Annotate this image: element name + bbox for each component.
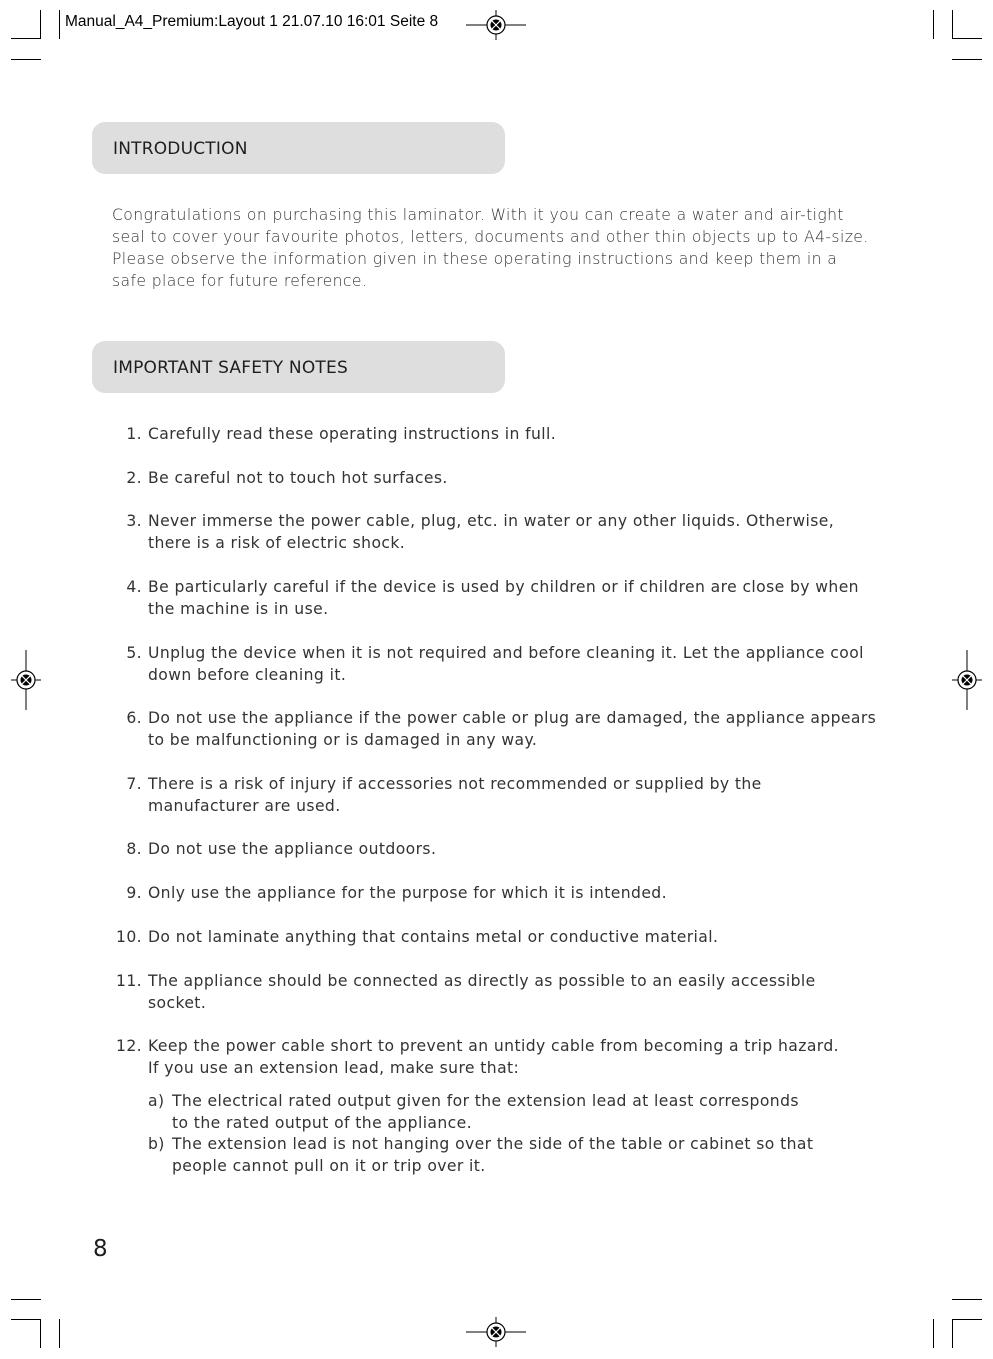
list-item-line: There is a risk of injury if accessories not recommended or supplied by the (148, 775, 762, 793)
list-item-number: 3. (126, 512, 142, 530)
crop-mark (933, 1319, 934, 1348)
sub-list-line: people cannot pull on it or trip over it. (172, 1157, 486, 1175)
registration-mark-icon (466, 10, 526, 40)
print-slug: Manual_A4_Premium:Layout 1 21.07.10 16:01 Seite 8 (65, 13, 439, 30)
introduction-line: Congratulations on purchasing this laminator. With it you can create a water and air-tight (112, 206, 844, 224)
introduction-heading-bar (92, 122, 505, 174)
introduction-body (112, 204, 882, 292)
sub-list-line: to the rated output of the appliance. (172, 1114, 472, 1132)
introduction-line: Please observe the information given in these operating instructions and keep them in a (112, 250, 838, 268)
crop-mark (40, 10, 41, 39)
list-item-line: Keep the power cable short to prevent an untidy cable from becoming a trip hazard. (148, 1037, 839, 1055)
list-item-line: If you use an extension lead, make sure that: (148, 1059, 520, 1077)
list-item-number: 1. (126, 425, 142, 443)
crop-mark (933, 10, 934, 39)
list-item-line: manufacturer are used. (148, 797, 341, 815)
crop-mark (40, 1319, 41, 1348)
list-item-line: there is a risk of electric shock. (148, 534, 406, 552)
list-item-line: Be careful not to touch hot surfaces. (148, 469, 448, 487)
crop-mark (59, 10, 60, 39)
list-item-number: 9. (126, 884, 142, 902)
list-item-number: 5. (126, 644, 142, 662)
list-item-number: 2. (126, 469, 142, 487)
registration-mark-icon (11, 650, 41, 710)
introduction-line: seal to cover your favourite photos, letters, documents and other thin objects up to A4-size. (112, 228, 869, 246)
list-item-line: Carefully read these operating instructions in full. (148, 425, 557, 443)
crop-mark (952, 10, 953, 39)
list-item-number: 7. (126, 775, 142, 793)
crop-mark (59, 1319, 60, 1348)
crop-mark (11, 1319, 41, 1320)
crop-mark (952, 1319, 953, 1348)
list-item-number: 10. (116, 928, 142, 946)
list-item-line: The appliance should be connected as directly as possible to an easily accessible (148, 972, 816, 990)
introduction-line: safe place for future reference. (112, 272, 368, 290)
crop-mark (952, 1319, 982, 1320)
list-item-number: 11. (116, 972, 142, 990)
sub-list-line: The electrical rated output given for the extension lead at least corresponds (172, 1092, 799, 1110)
list-item-line: Do not use the appliance if the power cable or plug are damaged, the appliance appears (148, 709, 877, 727)
sub-list-label: b) (148, 1135, 165, 1153)
crop-mark (952, 38, 982, 39)
crop-mark (11, 38, 41, 39)
list-item-line: to be malfunctioning or is damaged in any way. (148, 731, 538, 749)
list-item-line: Never immerse the power cable, plug, etc. in water or any other liquids. Otherwise, (148, 512, 835, 530)
list-item-number: 6. (126, 709, 142, 727)
page-number: 8 (93, 1236, 108, 1262)
sub-list-line: The extension lead is not hanging over the side of the table or cabinet so that (172, 1135, 814, 1153)
list-item-line: Unplug the device when it is not required and before cleaning it. Let the appliance cool (148, 644, 864, 662)
list-item-line: Do not laminate anything that contains metal or conductive material. (148, 928, 719, 946)
list-item-line: Only use the appliance for the purpose for which it is intended. (148, 884, 667, 902)
sub-list-label: a) (148, 1092, 165, 1110)
list-item-line: Be particularly careful if the device is used by children or if children are close by when (148, 578, 859, 596)
list-item-number: 12. (116, 1037, 142, 1055)
list-item-line: Do not use the appliance outdoors. (148, 840, 437, 858)
list-item-line: the machine is in use. (148, 600, 329, 618)
safety-heading-bar (92, 341, 505, 393)
list-item-line: down before cleaning it. (148, 666, 347, 684)
crop-mark (11, 1299, 41, 1300)
list-item-number: 8. (126, 840, 142, 858)
introduction-title: INTRODUCTION (113, 139, 248, 159)
crop-mark (952, 59, 982, 60)
list-item-number: 4. (126, 578, 142, 596)
crop-mark (11, 59, 41, 60)
crop-mark (952, 1299, 982, 1300)
registration-mark-icon (952, 650, 982, 710)
list-item-line: socket. (148, 994, 207, 1012)
registration-mark-icon (466, 1317, 526, 1347)
safety-title: IMPORTANT SAFETY NOTES (113, 358, 348, 378)
